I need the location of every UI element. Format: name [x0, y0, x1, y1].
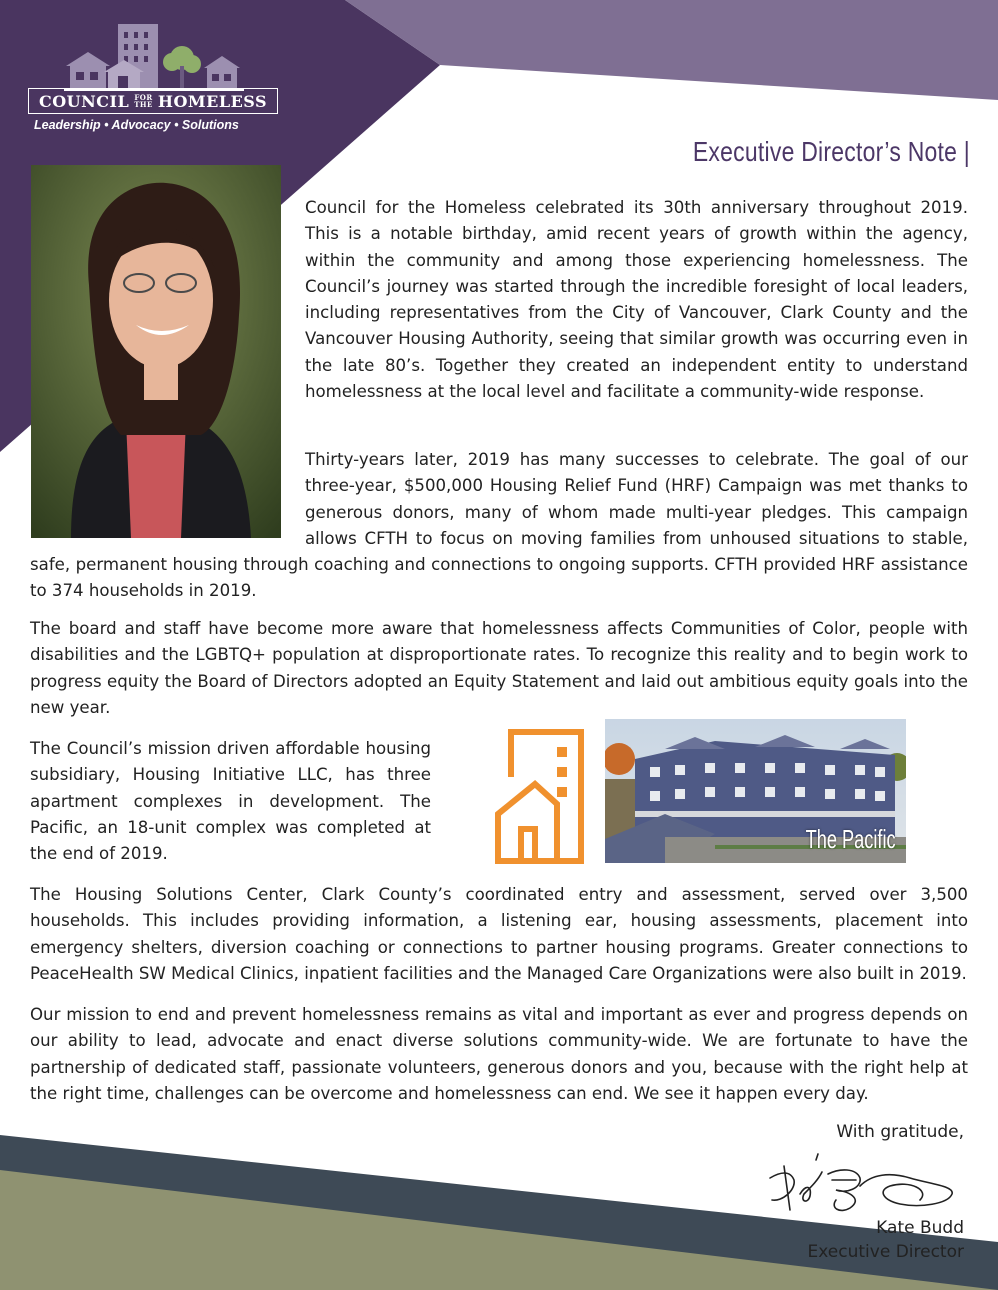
- houses-logo-icon: [64, 22, 244, 92]
- director-portrait: [31, 165, 281, 538]
- paragraph-housing-solutions: The Housing Solutions Center, Clark County’s coordinated entry and assessment, served over 3,500 households. This includes providing information, a listening ear, housing assessments, placement into emergency shelters, diversion coaching or connections to partner housing programs. Greater connections to PeaceHealth SW Medical Clinics, inpatient facilities and the Managed Care Organizations were also built in 2019.: [30, 885, 968, 983]
- logo-wordmark: [28, 88, 278, 114]
- photo-caption: The Pacific: [805, 824, 896, 854]
- building-icon: [495, 729, 585, 864]
- paragraph-housing-initiative: The Council’s mission driven affordable housing subsidiary, Housing Initiative LLC, has three apartment complexes in development. The Pacific, an 18-unit complex was completed at the end of 2019.: [30, 739, 431, 864]
- signer-name: Kate Budd: [876, 1218, 964, 1238]
- paragraph-anniversary: Council for the Homeless celebrated its 30th anniversary throughout 2019. This is a notable birthday, amid recent years of growth within the agency, within the community and among those experiencing homelessness. The Council’s journey was started through the incredible foresight of local leaders, including representatives from the City of Vancouver, Clark County and the Vancouver Housing Authority, seeing that similar growth was occurring even in the late 80’s. Together they created an independent entity to understand homelessness at the local level and facilitate a community-wide response.: [305, 198, 968, 402]
- logo-word-council: COUNCIL: [38, 91, 130, 111]
- logo-word-homeless: HOMELESS: [157, 91, 268, 111]
- closing-salutation: With gratitude,: [836, 1122, 964, 1142]
- council-logo: [28, 22, 282, 138]
- paragraph-successes: Thirty-years later, 2019 has many successes to celebrate. The goal of our three-year, $500,000 Housing Relief Fund (HRF) Campaign was met thanks to generous donors, many of whom made multi-year pledges. This campaign allows CFTH to focus on moving families from unhoused situations to stable,: [305, 450, 968, 548]
- logo-for-the: FOR THE: [134, 93, 153, 109]
- handwritten-signature: [760, 1150, 960, 1220]
- paragraph-mission: Our mission to end and prevent homelessness remains as vital and important as ever and progress depends on our ability to lead, advocate and enact diverse solutions community-wide. We are fortunate to have the partnership of dedicated staff, passionate volunteers, generous donors and you, because with the right help at the right time, challenges can be overcome and homelessness can end. We see it happen every day.: [30, 1005, 968, 1103]
- logo-tagline: Leadership • Advocacy • Solutions: [34, 118, 239, 132]
- page-title: Executive Director’s Note |: [692, 136, 970, 167]
- the-pacific-photo: [605, 719, 906, 863]
- paragraph-equity: The board and staff have become more aware that homelessness affects Communities of Color, people with disabilities and the LGBTQ+ population at disproportionate rates. To recognize this reality and to begin work to progress equity the Board of Directors adopted an Equity Statement and laid out ambitious equity goals into the new year.: [30, 619, 968, 717]
- signer-title: Executive Director: [807, 1242, 964, 1262]
- signer-block: [808, 1216, 964, 1264]
- paragraph-successes-continued: safe, permanent housing through coaching and connections to ongoing supports. CFTH provided HRF assistance to 374 households in 2019.: [30, 555, 968, 601]
